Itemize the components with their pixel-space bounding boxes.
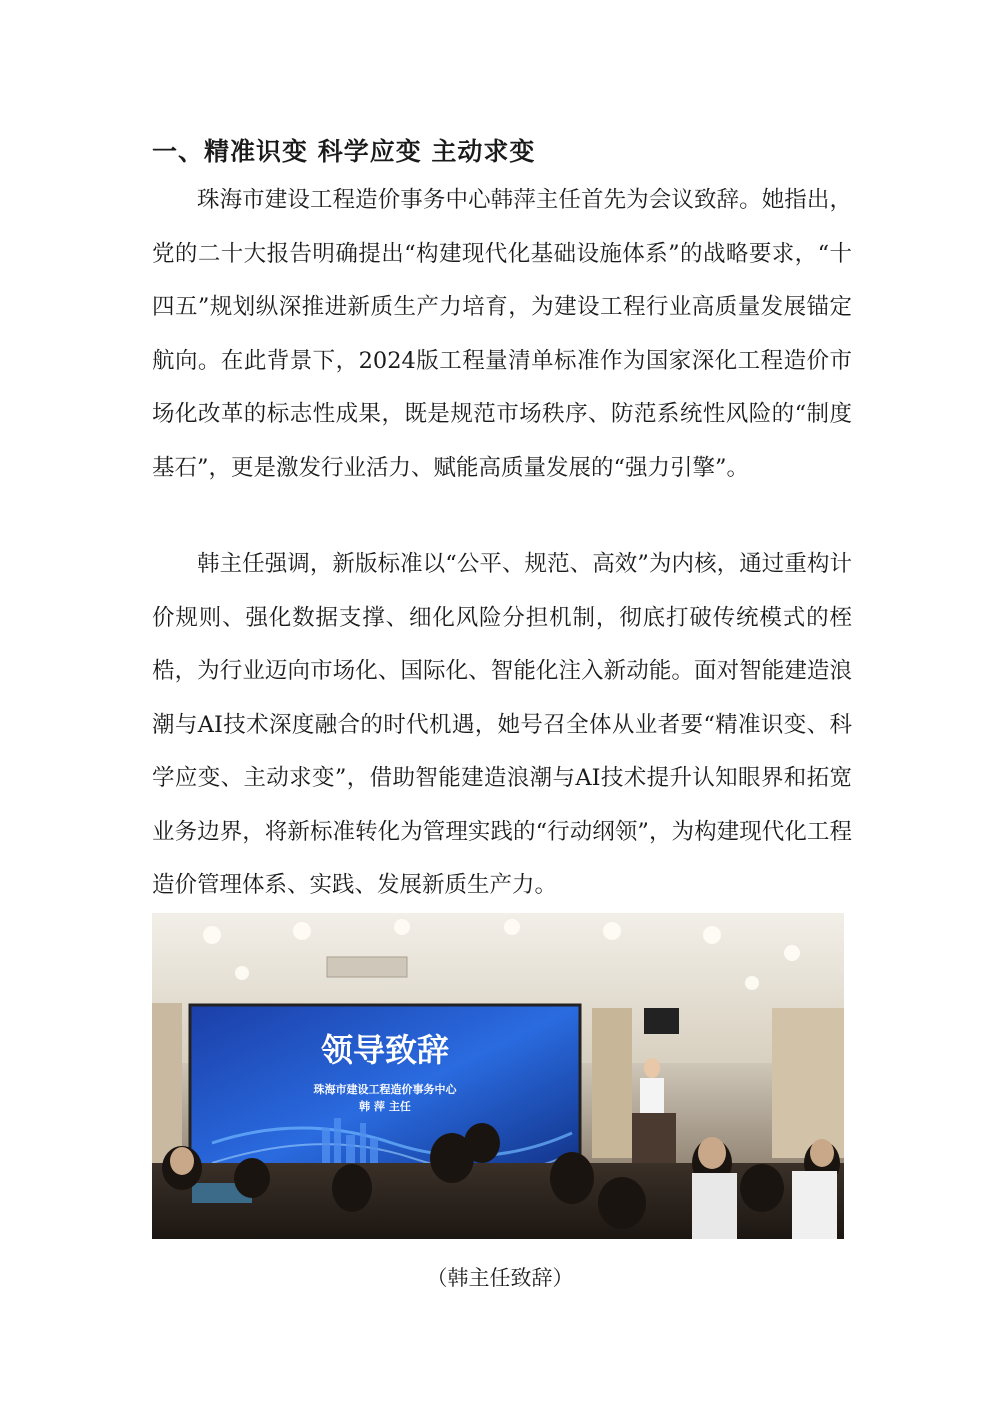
screen-speaker-name: 韩 萍 主任 [359,1100,411,1113]
event-photo [152,913,844,1239]
screen-title: 领导致辞 [320,1031,450,1069]
paragraph-2: 韩主任强调，新版标准以“公平、规范、高效”为内核，通过重构计价规则、强化数据支撑、细化风险分担机制，彻底打破传统模式的桎梏，为行业迈向市场化、国际化、智能化注入新动能。面对智能建造浪潮与AI技术深度融合的时代机遇，她号召全体从业者要“精准识变、科学应变、主动求变”，借助智能建造浪潮与AI技术提升认知眼界和拓宽业务边界，将新标准转化为管理实践的“行动纲领”，为构建现代化工程造价管理体系、实践、发展新质生产力。 [152,551,852,898]
paragraph-1: 珠海市建设工程造价事务中心韩萍主任首先为会议致辞。她指出，党的二十大报告明确提出“构建现代化基础设施体系”的战略要求，“十四五”规划纵深推进新质生产力培育，为建设工程行业高质量发展锚定航向。在此背景下，2024版工程量清单标准作为国家深化工程造价市场化改革的标志性成果，既是规范市场秩序、防范系统性风险的“制度基石”，更是激发行业活力、赋能高质量发展的“强力引擎”。 [152,187,852,481]
photo-caption: （韩主任致辞） [426,1266,574,1290]
screen-organization: 珠海市建设工程造价事务中心 [313,1083,457,1096]
section-heading: 一、精准识变 科学应变 主动求变 [152,137,536,166]
